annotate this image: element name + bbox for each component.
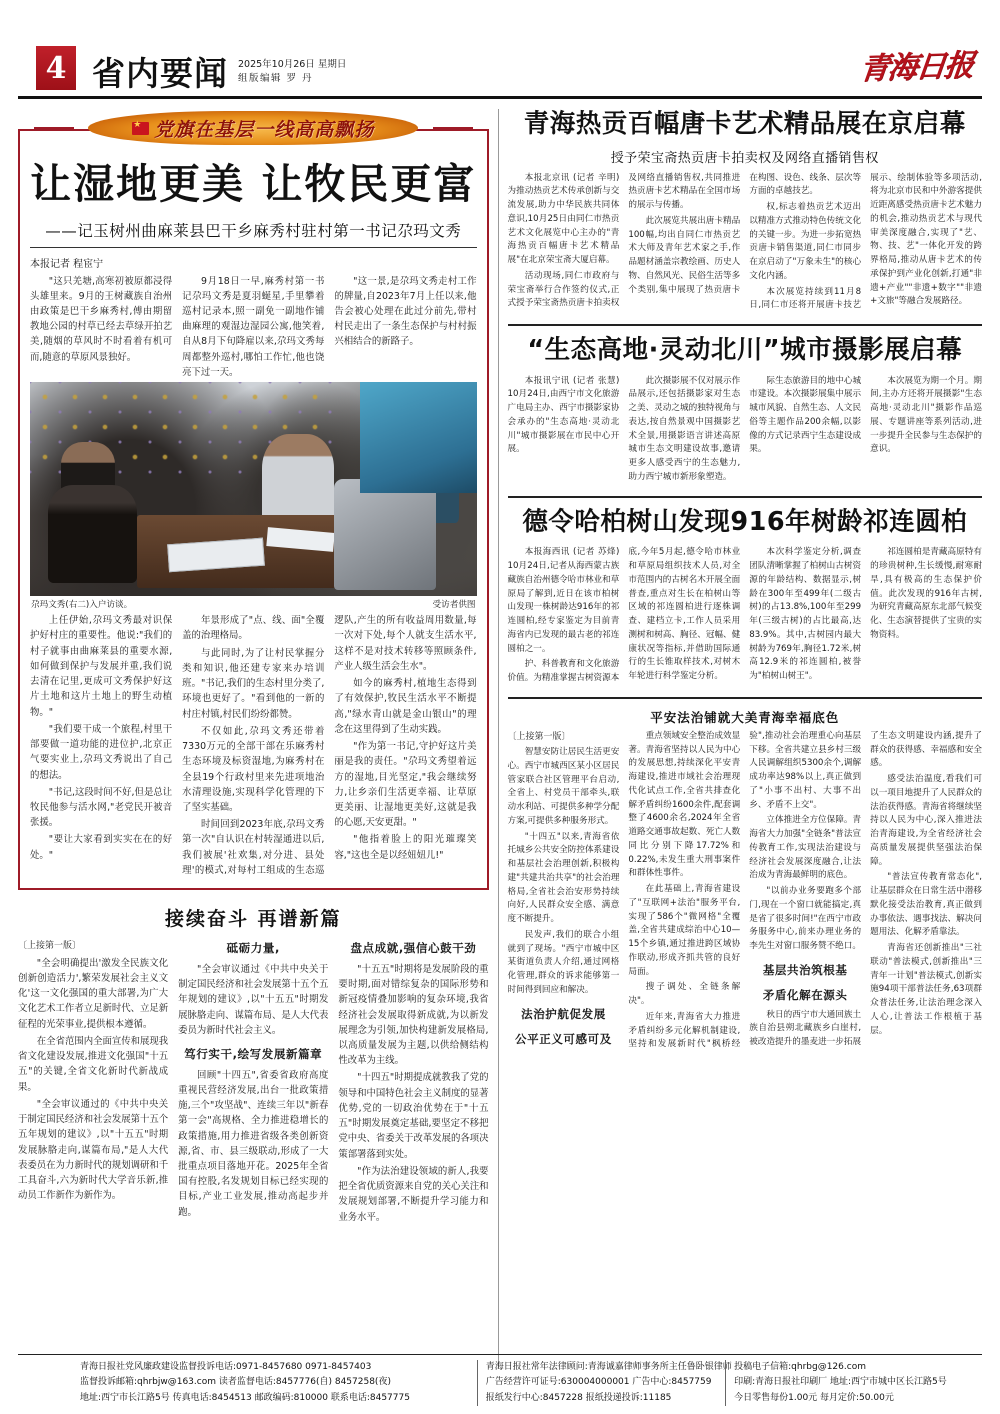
masthead-divider bbox=[18, 96, 982, 99]
article3-body bbox=[508, 546, 982, 686]
paragraph: 此次展览共展出唐卡精品100幅,均出自同仁市热贡艺术大师及青年艺术家之手,作品题材涵盖宗教绘画、历史人物、自然风光、民俗生活等多个类别,集中展现了热贡唐卡在构图、设色、线条、层次等方面的卓越技艺。 bbox=[628, 172, 862, 295]
paragraph: "作为第一书记,守护好这片美丽是我的责任。"尕玛文秀望着远方的湿地,目光坚定,"我会继续努力,让乡亲们生活更幸福、让草原更美丽、让湿地更美好,这就是我的心愿,天安更甜。" bbox=[334, 741, 477, 829]
paragraph: 此次摄影展不仅对展示作品展示,还包括摄影家对生态之美、灵动之城的独特视角与表达,按自然景观中国摄影艺术全景,用摄影语言讲述高原城市生态文明建设故事,邀请更多人感受西宁的生态魅力,助力西宁城市新形象塑造。 bbox=[628, 375, 741, 482]
paragraph: "全会审议通过的《中共中央关于制定国民经济和社会发展第十五个五年规划的建议》,以"十五五"时期发展脉胳走向,谋篇布局,"是人大代表委员在为力新时代的规划调研和千工具奋斗,六为新时代大学音乐新,推动员工作新作为新作为。 bbox=[18, 1098, 169, 1202]
left-article2-body bbox=[18, 939, 489, 1225]
article2-body bbox=[508, 375, 982, 485]
section-title: 省内要闻 bbox=[92, 54, 228, 93]
paragraph: 如今的麻秀村,植地生态得到了有效保护,牧民生活水平不断提高,"绿水青山就是金山银山"的理念在这里得到了生动实践。 bbox=[334, 678, 477, 735]
paragraph: "全会审议通过《中共中央关于制定国民经济和社会发展第十五个五年规划的建议》,以"十五五"时期发展脉胳走向、谋篇布局、是人大代表委员为新时代社会主义。 bbox=[178, 963, 329, 1036]
layout-editor: 组版编辑 罗 丹 bbox=[238, 73, 314, 85]
right-article-3 bbox=[508, 507, 982, 686]
paragraph: 在此基础上,青海省建设了"互联网+法治"服务平台,实现了586个"微网格"全覆盖,全省共建成综治中心10—15个乡镇,通过推进跨区域协作联动,形成齐抓共管的良好局面。 bbox=[628, 884, 741, 977]
footer-line: 报纸发行中心:8457228 报纸投递投诉:11185 bbox=[485, 1392, 672, 1403]
paragraph: 本次展览为期一个月。期间,主办方还将开展摄影"生态高地·灵动北川"摄影作品巡展、专题讲座等系列活动,进一步提升全民参与生态保护的意识。 bbox=[870, 375, 982, 455]
paragraph: 上任伊始,尕玛文秀最对识保护好村庄的重要性。他说:"我们的村子就事由曲麻莱县的重要水源,如何做到保护与发展并重,我们说去清在记里,更成可文秀保护好这片土地和这片土地上的野生动植物。" bbox=[30, 615, 173, 718]
article1-body bbox=[508, 172, 982, 314]
feature-photo-wrap bbox=[30, 382, 477, 610]
article-divider-3 bbox=[508, 697, 982, 699]
campaign-banner-text: 党旗在基层一线高高飘扬 bbox=[154, 118, 375, 141]
photo-person-center bbox=[262, 434, 333, 524]
paragraph: 回顾"十四五",省委省政府高度重视民营经济发展,出台一批政策措施,三个"攻坚战"、连续三年以"新春第一会"高规格、全力推进稳增长的政策措施,用力推进省级各类创新资源,省、市、县三级联动,形成了一大批重点项目落地开花。2025年全省国有控股,名发规划目标已经实现的目标,产业工业发展,推动高起步并跑。 bbox=[178, 1069, 329, 1218]
article-divider-1 bbox=[508, 324, 982, 326]
party-flag-icon bbox=[132, 122, 149, 135]
paragraph: 秋日的西宁市大通回族土族自治县朔北藏族乡白崖村,被改造提升的墨麦进一步拓展了生态文明建设内涵,提升了群众的获得感、幸福感和安全感。 bbox=[749, 730, 982, 1048]
article4-subhead-1: 基层共治筑根基 bbox=[762, 962, 848, 977]
paragraph: 近年来,青海省大力推进矛盾纠纷多元化解机制建设,坚持和发展新时代"枫桥经验",推动社会治理重心向基层下移。全省共建立县乡村三级人民调解组织5300余个,调解成功率达98%以上,真正做到了"小事不出村、大事不出乡、矛盾不上交"。 bbox=[628, 730, 862, 1050]
footer-line: 广告经营许可证号:630004000001 广告中心:8457759 bbox=[485, 1377, 712, 1388]
paragraph: 重点领域安全整治成效显著。青海省坚持以人民为中心的发展思想,持续深化平安青海建设,推进市域社会治理现代化试点工作,全省共排查化解矛盾纠纷1600余件,配套调整了4600余名,2024年全省道路交通事故起数、死亡人数同比分别下降17.72%和0.22%,未发生重大刑事案件和群体性事件。 bbox=[628, 730, 741, 879]
footer-divider bbox=[18, 1354, 982, 1355]
photo-backpack bbox=[334, 479, 437, 590]
paragraph: 民发声,我们的联合小组就到了现场。"西宁市城中区某街道负责人介绍,通过网格化管理,群众的诉求能够第一时间得到回应和解决。 bbox=[507, 929, 620, 995]
footer-line: 监督投诉邮箱:qhrbjw@163.com 读者监督电话:8457776(自) 8457258(夜) bbox=[80, 1377, 391, 1388]
footer-line: 青海日报社常年法律顾问:青海诚嘉律师事务所主任鲁卧银律师 bbox=[485, 1361, 732, 1372]
publication-date: 2025年10月26日 星期日 bbox=[238, 58, 347, 70]
paragraph: "十四五"时期提成就教我了党的领导和中国特色社会主义制度的显著优势,党的一切政治优势在于"十五五"时期发展奠定基础,要坚定不移把党中央、省委关于改革发展的各项决策部署落到实处。 bbox=[338, 1072, 489, 1160]
paragraph: "十四五"以来,青海省依托城乡公共安全防控体系建设和基层社会治理创新,积极构建"共建共治共享"的社会治理格局,全省社会治安形势持续向好,人民群众安全感、满意度不断提升。 bbox=[507, 831, 620, 925]
left-article2-subhead-3: 笃行实干,绘写发展新篇章 bbox=[184, 1046, 323, 1061]
paragraph: 不仅如此,尕玛文秀还带着7330万元的全部干部在乐麻秀村生态环境及标资湿地,为麻秀村在全县19个行政村里来先进项地治水清理设施,实现科学化管理的下了坚实基础。 bbox=[182, 725, 325, 813]
feature-subheadline: ——记玉树州曲麻莱县巴干乡麻秀村驻村第一书记尕玛文秀 bbox=[30, 219, 477, 248]
paragraph: 本报北京讯 (记者 辛明) 为推动热贡艺术传承创新与交流发展,助力中华民族共同体意识,10月25日由同仁市热贡艺术文化展览中心主办的"青海热贡百幅唐卡艺术精品展"在北京荣宝斋大厦启幕。 bbox=[507, 172, 620, 266]
paragraph: 本报讯宁讯 (记者 张慧) 10月24日,由西宁市文化旅游广电局主办、西宁市摄影家协会承办的"生态高地·灵动北川"城市摄影展在市民中心开展。 bbox=[507, 375, 620, 455]
article2-headline: “生态高地·灵动北川”城市摄影展启幕 bbox=[527, 335, 963, 366]
paragraph: "我们要干成一个旅程,村里干部要做一道功能的进位护,北京正气要实业上,尕玛文秀说出了自己的想法。 bbox=[30, 723, 173, 781]
left-article2-subhead-1: 盘点成就,强信心鼓干劲 bbox=[350, 941, 477, 956]
paragraph: "普法宣传教育常态化",让基层群众在日常生活中潜移默化接受法治教育,真正做到办事依法、遇事找法、解决问题用法、化解矛盾靠法。 bbox=[870, 872, 982, 938]
article4-subhead-4: 公平正义可感可及 bbox=[515, 1032, 612, 1047]
paragraph: "这一景,是尕玛文秀走村工作的牌量,自2023年7月上任以来,他告会被心处理在此过分前先,带村村民走出了一条生态保护与村村振兴相结合的新路子。 bbox=[334, 275, 477, 348]
left-column bbox=[18, 109, 489, 1369]
feature-body-top bbox=[30, 274, 477, 381]
footer-col-legal bbox=[477, 1360, 732, 1406]
photo-credit: 受访者供图 bbox=[432, 600, 476, 611]
paragraph: 在全省范围内全面宣传和展现我省文化建设发展,推进文化强国"十五五"的关键,全省文化新时代新战成果。 bbox=[18, 1035, 169, 1093]
paragraph: 际生态旅游目的地中心城市建设。本次摄影展集中展示城市风貌、自然生态、人文民俗等主题作品200余幅,以影像的方式记录西宁生态建设成果。 bbox=[749, 375, 862, 455]
paragraph: "书记,这段时间不好,但是总让牧民他参与活水网,"老党民开被音张援。 bbox=[30, 786, 173, 829]
newspaper-logo: 青海日报 bbox=[857, 48, 974, 87]
paragraph: 感受法治温度,看我们可以一项目地提升了人民群众的法治获得感。青海省将继续坚持以人民为中心,深入推进法治青海建设,为全省经济社会高质量发展提供坚强法治保障。 bbox=[870, 774, 982, 867]
ribbon-right-rule bbox=[433, 127, 473, 129]
paragraph: "这只羌塘,高寒初被原都浸得头雄里来。9月的王树藏族自治州由政策是巴干乡麻秀村,傅由期留教地公园的村草已经去草绿开拍艺美,随烟的草风时不时看着有机可而,随意的草原风景独好。 bbox=[30, 275, 173, 363]
column-divider bbox=[498, 109, 499, 1369]
paragraph: 活动现场,同仁市政府与荣宝斋举行合作签约仪式,正式授予荣宝斋热贡唐卡拍卖权及网络直播销售权,共同推进热贡唐卡艺术精品在全国市场的展示与传播。 bbox=[507, 172, 741, 309]
paragraph: 智慧安防让居民生活更安心。西宁市城西区某小区居民管家联合社区管理平台启动,全省上、村党员干部牵头,联动水利站、可提供多种学分配方案,可提供多种服务形式。 bbox=[507, 747, 620, 826]
paragraph: "作为法治建设领域的新人,我要把全省优质资源来自党的关心关注和发展规划部署,不断提升学习能力和业务水平。 bbox=[338, 1165, 489, 1223]
photo-person-front bbox=[48, 485, 137, 583]
article4-body bbox=[508, 730, 982, 1052]
paragraph: 护、科普教育和文化旅游价值。为精准掌握古树资源本底,今年5月起,德令哈市林业和草原局组织技术人员,对全市范围内的古树名木开展全面普查,重点对生长在柏树山等区域的祁连圆柏进行逐株调查、建档立卡,工作人员采用测树和树高、胸径、冠幅、健康状况等指标,并借助国际通行的生长锥取样技术,对树木年轮进行科学鉴定分析。 bbox=[507, 547, 741, 684]
paragraph: 青海省还创新推出"三社联动"普法模式,创新推出"三青年一计划"普法模式,创新实施94项干部普法任务,63项群众普法任务,让法治理念深入人心,让普法工作根植于基层。 bbox=[870, 943, 982, 1036]
article3-headline: 德令哈柏树山发现916年树龄祁连圆柏 bbox=[522, 506, 968, 537]
page-footer bbox=[18, 1354, 982, 1406]
page-content bbox=[18, 109, 982, 1369]
paragraph: "以前办业务要跑多个部门,现在一个窗口就能搞定,真是省了很多时间!"在西宁市政务服务中心,前来办理业务的李先生对窗口服务赞不绝口。 bbox=[749, 886, 862, 952]
article1-subheadline: 授予荣宝斋热贡唐卡拍卖权及网络直播销售权 bbox=[610, 150, 879, 166]
campaign-banner bbox=[88, 111, 418, 145]
footer-line: 青海日报社党风廉政建设监督投诉电话:0971-8457680 0971-8457403 bbox=[80, 1361, 372, 1372]
page-number-badge: 4 bbox=[36, 46, 76, 90]
article4-subhead-2: 矛盾化解在源头 bbox=[762, 988, 848, 1003]
article1-headline: 青海热贡百幅唐卡艺术精品展在京启幕 bbox=[523, 109, 966, 139]
photo-caption-row bbox=[30, 596, 477, 610]
footer-col-publishing bbox=[725, 1360, 982, 1406]
masthead bbox=[18, 0, 982, 93]
footer-line: 今日零售每份1.00元 每月定价:50.00元 bbox=[734, 1392, 894, 1403]
paragraph: "十五五"时期将是发展阶段的重要时期,面对错综复杂的国际形势和新冠疫情叠加影响的复杂环境,我省经济社会发展取得新成就,为以新发展理念为引领,加快构建新发展格局,以高质量发展为主题,以供给侧结构性改革为主线。 bbox=[338, 963, 489, 1067]
footer-line: 地址:西宁市长江路5号 传真电话:8454513 邮政编码:810000 联系电话:8457775 bbox=[80, 1392, 410, 1403]
paragraph: 时间回到2023年底,尕玛文秀第一次"自认识在村转湿通进以后,我们被展'社欢集,对分进、县处理'的模式,对每村工组成的生态巡逻队,产生的所有收益周用数量,每一次对下处,每个人就支生活水平,这样不是对技术转移等照顾条件,产业人级生活会生水"。 bbox=[182, 615, 477, 876]
footer-col-contact bbox=[18, 1360, 477, 1406]
paragraph: 搜子调处、全链条解决"。 bbox=[628, 982, 741, 1007]
right-article-2 bbox=[508, 335, 982, 485]
ribbon-left-rule bbox=[34, 127, 74, 129]
paragraph: 年景形成了"点、线、面"全覆盖的治理格局。 bbox=[182, 615, 325, 642]
feature-photo bbox=[30, 382, 477, 596]
feature-article bbox=[18, 118, 489, 890]
masthead-meta bbox=[238, 58, 346, 90]
article-divider-2 bbox=[508, 496, 982, 498]
article4-title: 平安法治铺就大美青海幸福底色 bbox=[650, 709, 840, 725]
paragraph: 祁连圆柏是青藏高原特有的珍贵树种,生长缓慢,耐寒耐旱,具有极高的生态保护价值。此次发现的916年古树,为研究青藏高原东北部气候变化、生态演替提供了宝贵的实物资料。 bbox=[870, 547, 982, 640]
paragraph: 立体推进全方位保障。青海省大力加强"全链条"普法宣传教育工作,实现法治建设与经济社会发展深度融合,让法治成为青海最鲜明的底色。 bbox=[749, 815, 862, 881]
footer-line: 投稿电子信箱:qhrbg@126.com bbox=[734, 1361, 866, 1372]
paragraph: 本次展览持续到11月8日,同仁市还将开展唐卡技艺展示、绘制体验等多项活动,将为北京市民和中外游客提供近距离感受热贡唐卡艺术魅力的机会,推动热贡艺术与现代审美深度融合,实现了"艺、物、技、艺"一体化开发的跨界格局,推动从唐卡艺术的传承保护到产业化创新,打通"非遗+产业""非遗+数字""非遗+文旅"等融合发展路径。 bbox=[749, 172, 982, 311]
article4-subhead-3: 法治护航促发展 bbox=[521, 1006, 606, 1021]
paragraph: 权,标志着热贡艺术迈出以精准方式推动特色传统文化的关键一步。为进一步拓宽热贡唐卡销售渠道,同仁市同步在京启动了"万象未生"的核心文化内涵。 bbox=[749, 202, 862, 281]
continued-from-label: 〔上接第一版〕 bbox=[507, 731, 571, 742]
paragraph: 本报海西讯 (记者 苏烽) 10月24日,记者从海西蒙古族藏族自治州德令哈市林业和草原局了解到,近日在该市柏树山发现一株树龄达916年的祁连圆柏,经专家鉴定为目前青海省内已发现的最古老的祁连圆柏之一。 bbox=[507, 547, 620, 654]
right-article-4 bbox=[508, 708, 982, 1052]
paragraph: 本次科学鉴定分析,调查团队清晰掌握了柏树山古树资源的年龄结构、数据显示,树龄在300年至499年(二级古树)的占13.8%,100年至299年(三级古树)的占比最高,达83.9%。其中,古树园内最大树龄为769年,胸径1.72米,树高12.9米的祁连圆柏,被誉为"柏树山树王"。 bbox=[749, 547, 862, 682]
paragraph: "他指着脸上的阳光璀璨笑容,"这也全是以经妞妞儿!" bbox=[334, 834, 477, 861]
paragraph: "要让大家看到实实在在的好处。" bbox=[30, 834, 173, 861]
continued-from-label: 〔上接第一版〕 bbox=[18, 941, 82, 952]
paragraph: 与此同时,为了让村民掌握分类和知识,他还建专家来办培训班。"书记,我们的生态村里分类了,环境也更好了。"看到他的一新的村庄村镇,村民们纷纷都赞。 bbox=[182, 647, 325, 720]
feature-body-bottom bbox=[30, 613, 477, 878]
footer-columns bbox=[18, 1360, 982, 1406]
paragraph: 9月18日一早,麻秀村第一书记尕玛文秀是夏羽蜒星,手里攀着巡村记录本,照一副免一副地作铺曲麻理的观湿边湿园公寓,他笑着,自从8月下旬降雇以来,尕玛文秀每周都整外巡村,哪怕工作忙,他也饶亮下过一天。 bbox=[182, 275, 325, 378]
footer-line: 印刷:青海日报社印刷厂 地址:西宁市城中区长江路5号 bbox=[734, 1377, 947, 1388]
photo-caption: 尕玛文秀(右二)入户访谈。 bbox=[31, 600, 133, 611]
left-article2-title: 接续奋斗 再谱新篇 bbox=[164, 908, 342, 931]
right-column bbox=[508, 109, 982, 1369]
feature-headline: 让湿地更美 让牧民更富 bbox=[30, 160, 477, 208]
left-article2-subhead-2: 砥砺力量, bbox=[226, 941, 280, 956]
right-article-1 bbox=[508, 109, 982, 313]
feature-byline: 本报记者 程宦宁 bbox=[30, 258, 104, 270]
paragraph: "全会明确提出'激发全民族文化创新创造活力',繁荣发展社会主义文化'这一文化强国的重大部署,为广大文化艺术工作者立足新时代、立足新征程的光荣事业,提供根本遵循。 bbox=[18, 957, 169, 1030]
